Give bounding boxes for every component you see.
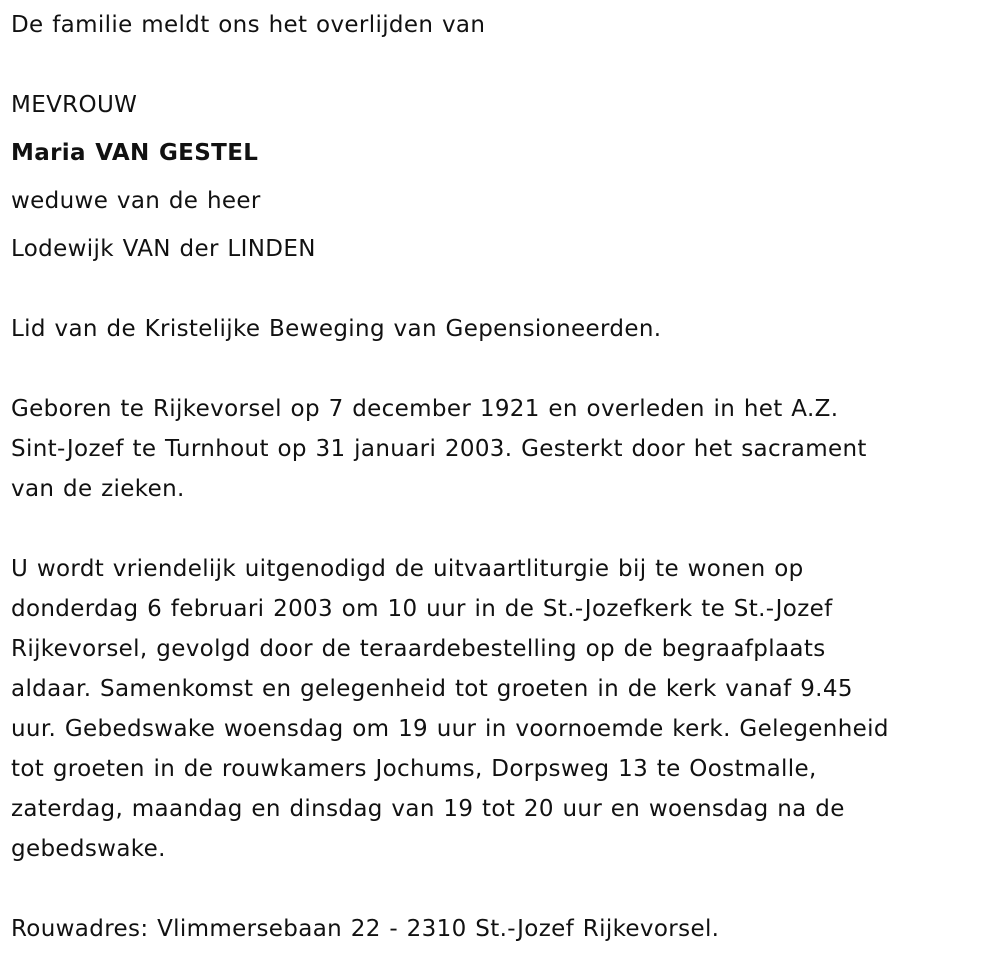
- birth-death-line-2: Sint-Jozef te Turnhout op 31 januari 2003. Gesterkt door het sacrament: [11, 436, 867, 462]
- funeral-line-7: zaterdag, maandag en dinsdag van 19 tot 20 uur en woensdag na de: [11, 796, 845, 822]
- funeral-line-8: gebedswake.: [11, 836, 166, 862]
- intro-text: De familie meldt ons het overlijden van: [11, 12, 486, 38]
- salutation: MEVROUW: [11, 92, 138, 118]
- funeral-line-6: tot groeten in de rouwkamers Jochums, Dorpsweg 13 te Oostmalle,: [11, 756, 817, 782]
- spouse-name: Lodewijk VAN der LINDEN: [11, 236, 316, 262]
- funeral-line-4: aldaar. Samenkomst en gelegenheid tot groeten in de kerk vanaf 9.45: [11, 676, 853, 702]
- funeral-line-5: uur. Gebedswake woensdag om 19 uur in voornoemde kerk. Gelegenheid: [11, 716, 889, 742]
- mourning-address: Rouwadres: Vlimmersebaan 22 - 2310 St.-Jozef Rijkevorsel.: [11, 916, 720, 942]
- funeral-line-1: U wordt vriendelijk uitgenodigd de uitvaartliturgie bij te wonen op: [11, 556, 804, 582]
- widow-of-text: weduwe van de heer: [11, 188, 261, 214]
- birth-death-line-3: van de zieken.: [11, 476, 185, 502]
- funeral-line-2: donderdag 6 februari 2003 om 10 uur in de St.-Jozefkerk te St.-Jozef: [11, 596, 833, 622]
- funeral-line-3: Rijkevorsel, gevolgd door de teraardebestelling op de begraafplaats: [11, 636, 826, 662]
- membership-text: Lid van de Kristelijke Beweging van Gepensioneerden.: [11, 316, 662, 342]
- deceased-name: Maria VAN GESTEL: [11, 140, 259, 166]
- birth-death-line-1: Geboren te Rijkevorsel op 7 december 1921 en overleden in het A.Z.: [11, 396, 839, 422]
